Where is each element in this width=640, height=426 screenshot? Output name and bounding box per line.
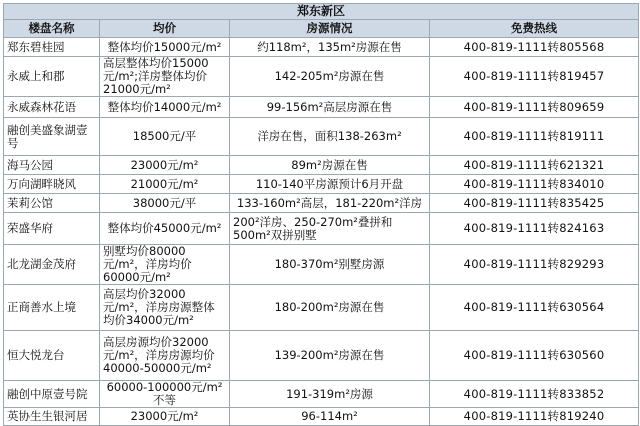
cell-price: 38000元/平 — [100, 194, 230, 213]
cell-name: 融创中原壹号院 — [4, 381, 100, 408]
cell-supply: 89m²房源在售 — [230, 156, 430, 175]
cell-supply: 洋房在售，面积138-263m² — [230, 118, 430, 156]
cell-price: 60000-100000元/m²不等 — [100, 381, 230, 408]
table-row — [4, 408, 639, 426]
cell-supply: 96-114m² — [230, 408, 430, 426]
table-row — [4, 57, 639, 97]
cell-price: 23000元/m² — [100, 156, 230, 175]
header-supply: 房源情况 — [230, 20, 430, 38]
cell-name: 荣盛华府 — [4, 213, 100, 245]
cell-phone: 400-819-1111转809659 — [430, 97, 639, 118]
cell-supply: 约118m²，135m²房源在售 — [230, 38, 430, 57]
cell-phone: 400-819-1111转819457 — [430, 57, 639, 97]
cell-phone: 400-819-1111转819111 — [430, 118, 639, 156]
cell-price: 整体均价45000元/m² — [100, 213, 230, 245]
header-price: 均价 — [100, 20, 230, 38]
cell-name: 茉莉公馆 — [4, 194, 100, 213]
cell-price: 高层均价32000元/m²，洋房房源整体均价34000元/m² — [100, 285, 230, 331]
table-row — [4, 331, 639, 381]
table-title-row — [4, 4, 639, 20]
cell-name: 融创美盛象湖壹号 — [4, 118, 100, 156]
cell-price: 别墅均价80000元/m²，洋房均价60000元/m² — [100, 245, 230, 285]
cell-phone: 400-819-1111转630564 — [430, 285, 639, 331]
cell-price: 整体均价14000元/m² — [100, 97, 230, 118]
cell-supply: 180-370m²别墅房源 — [230, 245, 430, 285]
cell-name: 恒大悦龙台 — [4, 331, 100, 381]
cell-price: 整体均价15000元/m² — [100, 38, 230, 57]
property-table — [3, 3, 639, 426]
table-row — [4, 381, 639, 408]
cell-name: 万向湖畔晓风 — [4, 175, 100, 194]
cell-phone: 400-819-1111转621321 — [430, 156, 639, 175]
cell-phone: 400-819-1111转824163 — [430, 213, 639, 245]
header-phone: 免费热线 — [430, 20, 639, 38]
table-row — [4, 97, 639, 118]
cell-phone: 400-819-1111转630560 — [430, 331, 639, 381]
cell-price: 21000元/m² — [100, 175, 230, 194]
table-row — [4, 213, 639, 245]
cell-name: 正商善水上境 — [4, 285, 100, 331]
table-header-row — [4, 20, 639, 38]
cell-phone: 400-819-1111转819240 — [430, 408, 639, 426]
cell-name: 永威森林花语 — [4, 97, 100, 118]
cell-phone: 400-819-1111转834010 — [430, 175, 639, 194]
cell-supply: 139-200m²房源在售 — [230, 331, 430, 381]
cell-phone: 400-819-1111转805568 — [430, 38, 639, 57]
cell-phone: 400-819-1111转833852 — [430, 381, 639, 408]
table-row — [4, 156, 639, 175]
cell-name: 海马公园 — [4, 156, 100, 175]
table-row — [4, 194, 639, 213]
cell-name: 郑东碧桂园 — [4, 38, 100, 57]
cell-name: 永威上和郡 — [4, 57, 100, 97]
cell-phone: 400-819-1111转835425 — [430, 194, 639, 213]
table-row — [4, 175, 639, 194]
cell-supply: 99-156m²高层房源在售 — [230, 97, 430, 118]
cell-supply: 133-160m²高层，181-220m²洋房 — [230, 194, 430, 213]
cell-price: 23000元/m² — [100, 408, 230, 426]
cell-name: 英协生生银河居 — [4, 408, 100, 426]
cell-supply: 200²洋房、250-270m²叠拼和500m²双拼别墅 — [230, 213, 430, 245]
table-row — [4, 285, 639, 331]
table-title: 郑东新区 — [4, 4, 639, 20]
cell-supply: 180-200m²房源在售 — [230, 285, 430, 331]
header-name: 楼盘名称 — [4, 20, 100, 38]
cell-supply: 191-319m²房源 — [230, 381, 430, 408]
cell-price: 18500元/平 — [100, 118, 230, 156]
table-row — [4, 118, 639, 156]
cell-supply: 110-140平房源预计6月开盘 — [230, 175, 430, 194]
cell-price: 高层房源均价32000元/m²，洋房房源均价40000-50000元/m² — [100, 331, 230, 381]
cell-supply: 142-205m²房源在售 — [230, 57, 430, 97]
table-row — [4, 38, 639, 57]
cell-price: 高层整体均价15000元/m²;洋房整体均价21000元/m² — [100, 57, 230, 97]
cell-phone: 400-819-1111转829293 — [430, 245, 639, 285]
table-row — [4, 245, 639, 285]
cell-name: 北龙湖金茂府 — [4, 245, 100, 285]
